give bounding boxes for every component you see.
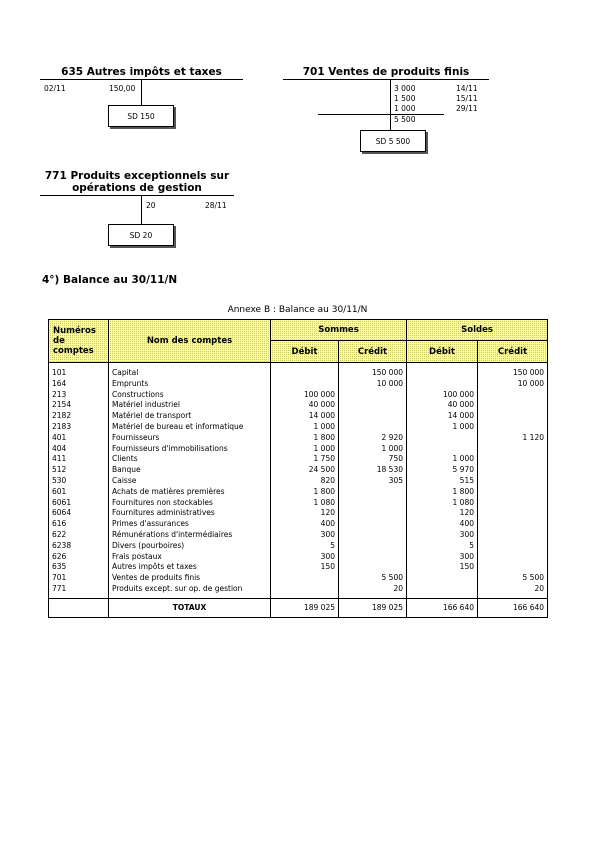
account-number: 401 [52,432,67,442]
account-number: 771 [52,583,67,593]
soldes-debit-value: 5 [469,540,474,550]
account-name: Achats de matières premières [112,486,225,496]
soldes-credit-value [478,422,547,433]
sommes-debit-value: 1 800 [313,486,335,496]
header-soldes: Soldes [407,320,548,341]
account-name: Fournitures non stockables [112,497,213,507]
account-name: Matériel de bureau et informatique [112,421,244,431]
sommes-credit-value [339,519,406,530]
col-sommes-debit [271,363,339,599]
soldes-credit-value [478,411,547,422]
t-account-701-credit-amount: 3 000 [394,84,416,93]
account-number: 512 [52,465,67,475]
soldes-debit-value: 300 [459,529,474,539]
t-account-635-debit-amount: 150,00 [109,84,136,93]
soldes-debit-value: 14 000 [447,411,474,421]
account-number: 101 [52,368,67,377]
col-soldes-credit [478,363,548,599]
totals-soldes-debit: 166 640 [407,599,478,618]
header-soldes-credit: Crédit [478,341,548,363]
sommes-credit-value [339,508,406,519]
balance-caption: Annexe B : Balance au 30/11/N [227,305,368,315]
totals-empty-cell [49,599,109,618]
account-name: Caisse [112,475,137,485]
sommes-credit-value: 10 000 [376,378,403,388]
account-number: 701 [52,573,67,583]
totals-label: TOTAUX [109,599,271,618]
soldes-credit-value: 150 000 [513,368,545,377]
account-number: 6061 [52,497,72,507]
t-account-771-hline [40,195,234,196]
soldes-debit-value: 100 000 [442,389,474,399]
soldes-debit-value [407,573,477,584]
soldes-credit-value [478,476,547,487]
sommes-debit-value [271,573,338,584]
sommes-credit-value [339,400,406,411]
account-name: Capital [112,368,139,377]
totals-sommes-debit: 189 025 [271,599,339,618]
t-account-771-vline [141,196,142,226]
account-name: Fournitures administratives [112,508,215,518]
sommes-debit-value: 1 080 [313,497,335,507]
balance-table [48,319,548,618]
sommes-credit-value [339,487,406,498]
soldes-credit-value [478,444,547,455]
sommes-credit-value: 2 920 [381,432,403,442]
soldes-credit-value: 20 [534,583,545,593]
soldes-credit-value [478,508,547,519]
soldes-debit-value: 1 800 [452,486,474,496]
account-number: 2183 [52,421,72,431]
account-number: 164 [52,378,67,388]
t-account-701-credit-amount: 1 000 [394,104,416,113]
sommes-debit-value: 24 500 [308,465,335,475]
soldes-credit-value [478,400,547,411]
account-number: 622 [52,529,67,539]
t-account-701-credit-date: 14/11 [456,84,478,93]
col-sommes-credit [339,363,407,599]
soldes-credit-value [478,390,547,401]
header-sommes-debit: Débit [271,341,339,363]
t-account-701-credit-amount: 1 500 [394,94,416,103]
soldes-credit-value [478,519,547,530]
totals-soldes-credit: 166 640 [478,599,548,618]
account-number: 635 [52,562,67,572]
t-account-771-title-line2: opérations de gestion [72,182,202,194]
account-name: Clients [112,454,138,464]
header-nom-comptes: Nom des comptes [109,320,271,363]
soldes-credit-value [478,487,547,498]
account-name: Matériel de transport [112,411,192,421]
account-name: Rémunérations d'intermédiaires [112,529,233,539]
t-account-635-debit-date: 02/11 [44,84,66,93]
account-number: 616 [52,519,67,529]
sommes-debit-value: 400 [320,519,335,529]
t-account-771-solde-box: SD 20 [108,224,174,246]
t-account-701-credit-date: 29/11 [456,104,478,113]
account-number: 6064 [52,508,72,518]
account-number: 626 [52,551,67,561]
soldes-debit-value [407,379,477,390]
sommes-debit-value: 120 [320,508,335,518]
sommes-credit-value [339,530,406,541]
col-numeros [49,363,109,599]
sommes-credit-value [339,541,406,552]
sommes-debit-value [271,584,338,595]
account-name: Divers (pourboires) [112,540,185,550]
account-name: Frais postaux [112,551,162,561]
sommes-credit-value [339,552,406,563]
t-account-701-total-line [318,114,444,115]
account-number: 404 [52,443,67,453]
soldes-credit-value [478,465,547,476]
sommes-credit-value: 750 [388,454,403,464]
sommes-credit-value [339,498,406,509]
account-name: Primes d'assurances [112,519,189,529]
account-number: 2182 [52,411,72,421]
soldes-credit-value [478,530,547,541]
sommes-credit-value [339,390,406,401]
sommes-debit-value: 150 [320,562,335,572]
t-account-635-solde-box: SD 150 [108,105,174,127]
t-account-701-credit-date: 15/11 [456,94,478,103]
soldes-debit-value: 515 [459,475,474,485]
sommes-credit-value [339,562,406,573]
soldes-debit-value: 400 [459,519,474,529]
account-number: 6238 [52,540,72,550]
account-name: Autres impôts et taxes [112,562,197,572]
t-account-771-title-line1: 771 Produits exceptionnels sur [44,170,230,182]
soldes-credit-value [478,552,547,563]
header-numeros [49,320,109,363]
t-account-771-credit-date: 28/11 [205,201,227,210]
soldes-credit-value [478,562,547,573]
account-name: Constructions [112,389,164,399]
soldes-debit-value: 1 000 [452,454,474,464]
header-num-line2: de [53,336,65,346]
soldes-debit-value: 150 [459,562,474,572]
soldes-debit-value: 120 [459,508,474,518]
sommes-debit-value: 300 [320,551,335,561]
sommes-debit-value: 820 [320,475,335,485]
sommes-debit-value: 100 000 [303,389,335,399]
account-number: 411 [52,454,67,464]
header-num-line3: comptes [53,346,94,356]
sommes-credit-value: 150 000 [371,368,403,377]
sommes-debit-value: 1 750 [313,454,335,464]
account-name: Fournisseurs d'immobilisations [112,443,228,453]
t-account-701-solde-box: SD 5 500 [360,130,426,152]
soldes-debit-value: 1 000 [452,421,474,431]
sommes-credit-value: 305 [388,475,403,485]
sommes-credit-value: 20 [393,583,403,593]
t-account-701-vline [390,80,391,132]
sommes-debit-value: 1 000 [313,443,335,453]
header-sommes-credit: Crédit [339,341,407,363]
account-number: 530 [52,475,67,485]
t-account-701-total: 5 500 [394,115,416,124]
sommes-debit-value: 300 [320,529,335,539]
sommes-debit-value [271,368,338,379]
sommes-credit-value: 18 530 [376,465,403,475]
soldes-debit-value: 1 080 [452,497,474,507]
t-account-771-credit-amount: 20 [146,201,156,210]
soldes-credit-value [478,541,547,552]
soldes-debit-value: 5 970 [452,465,474,475]
t-account-701-hline [283,79,489,80]
sommes-credit-value: 5 500 [381,573,403,583]
sommes-debit-value: 14 000 [308,411,335,421]
account-number: 2154 [52,400,72,410]
t-account-635-title: 635 Autres impôts et taxes [61,66,222,78]
sommes-debit-value [271,379,338,390]
account-name: Fournisseurs [112,432,160,442]
soldes-debit-value [407,444,477,455]
totals-sommes-credit: 189 025 [339,599,407,618]
col-noms [109,363,271,599]
soldes-debit-value [407,433,477,444]
sommes-debit-value: 1 000 [313,421,335,431]
sommes-debit-value: 40 000 [308,400,335,410]
soldes-debit-value [407,584,477,595]
account-name: Produits except. sur op. de gestion [112,583,243,593]
soldes-credit-value: 5 500 [522,573,545,583]
account-name: Ventes de produits finis [112,573,201,583]
t-account-701-title: 701 Ventes de produits finis [302,66,470,78]
sommes-credit-value [339,422,406,433]
section-title: 4°) Balance au 30/11/N [42,274,178,286]
sommes-credit-value: 1 000 [381,443,403,453]
sommes-debit-value: 1 800 [313,432,335,442]
account-name: Emprunts [112,378,149,388]
header-num-line1: Numéros [53,326,96,336]
soldes-debit-value [407,368,477,379]
soldes-credit-value [478,498,547,509]
sommes-debit-value: 5 [330,540,335,550]
soldes-credit-value: 1 120 [522,432,545,442]
account-name: Banque [112,465,141,475]
account-name: Matériel industriel [112,400,180,410]
account-number: 213 [52,389,67,399]
header-sommes: Sommes [271,320,407,341]
soldes-credit-value [478,454,547,465]
sommes-credit-value [339,411,406,422]
account-number: 601 [52,486,67,496]
col-soldes-debit [407,363,478,599]
soldes-debit-value: 40 000 [447,400,474,410]
soldes-credit-value: 10 000 [517,378,545,388]
soldes-debit-value: 300 [459,551,474,561]
header-soldes-debit: Débit [407,341,478,363]
